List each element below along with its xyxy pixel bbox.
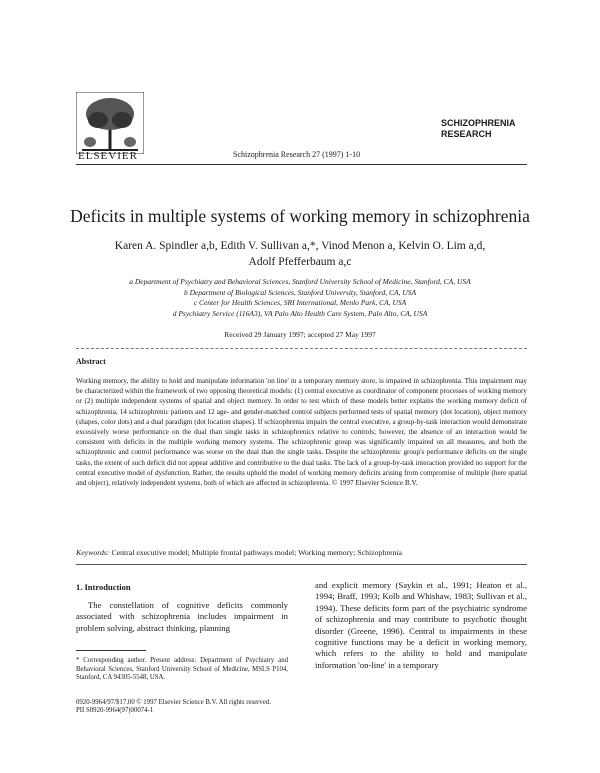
affiliation-a: a Department of Psychiatry and Behavioral Sciences, Stanford University School of Medicine, Stanford, CA, USA xyxy=(129,277,471,286)
received-dates: Received 29 January 1997; accepted 27 May 1997 xyxy=(224,330,376,339)
journal-brand xyxy=(441,118,516,140)
intro-paragraph: The constellation of cognitive deficits commonly associated with schizophrenia includes impairment in problem solving, abstract thinking, planning xyxy=(76,600,288,633)
keywords-divider xyxy=(76,564,527,565)
publisher-name: ELSEVIER xyxy=(78,150,138,162)
journal-brand-line1: SCHIZOPHRENIA xyxy=(441,118,516,128)
header-divider xyxy=(76,164,527,165)
author-list xyxy=(90,238,510,270)
keywords-value: Central executive model; Multiple frontal pathways model; Working memory; Schizophrenia xyxy=(111,548,402,557)
affiliation-c: c Center for Health Sciences, SRI International, Menlo Park, CA, USA xyxy=(193,298,407,307)
keywords-label: Keywords: xyxy=(76,548,110,557)
journal-brand-line2: RESEARCH xyxy=(441,129,492,139)
left-column xyxy=(76,582,288,716)
intro-continuation: and explicit memory (Saykin et al., 1991; Heaton et al., 1994; Braff, 1993; Kolb and Whishaw, 1983; Sullivan et al., 1994). These deficits form part of the psychiatric syndrome of schizophrenia and may contribute to psychotic thought disorder (Greene, 1996). Central to impairments in these cognitive functions may be a deficit in working memory, which refers to the ability to hold and manipulate information 'on-line' in a temporary xyxy=(315,580,527,670)
copyright-line1: 0920-9964/97/$17.00 © 1997 Elsevier Science B.V. All rights reserved. xyxy=(76,699,271,706)
keywords xyxy=(76,548,527,557)
affiliation-list xyxy=(100,277,500,319)
article-title: Deficits in multiple systems of working memory in schizophrenia xyxy=(70,206,530,226)
abstract-heading: Abstract xyxy=(76,357,106,366)
affiliation-b: b Department of Biological Sciences, Stanford University, Stanford, CA, USA xyxy=(183,287,417,297)
right-column xyxy=(315,580,527,671)
authors-line2: Adolf Pfefferbaum a,c xyxy=(248,256,352,268)
affiliation-d: d Psychiatry Service (116A3), VA Palo Alto Health Care System, Palo Alto, CA, USA xyxy=(172,308,428,318)
copyright-line2: PII S0920-9964(97)00074-1 xyxy=(76,707,154,715)
elsevier-tree-logo xyxy=(76,92,144,154)
authors-line1: Karen A. Spindler a,b, Edith V. Sullivan a,*, Vinod Menon a, Kelvin O. Lim a,d, xyxy=(114,240,486,252)
copyright-notice xyxy=(76,699,288,716)
abstract-divider xyxy=(76,348,527,349)
corresponding-author-footnote: * Corresponding author. Present address: Department of Psychiatry and Behavioral Sciences, Stanford University School of Medicine, MSLS P104, Stanford, CA 94305-5548, USA. xyxy=(76,657,288,682)
section-heading: 1. Introduction xyxy=(76,582,131,592)
footnote-divider xyxy=(76,650,146,651)
abstract-text: Working memory, the ability to hold and manipulate information 'on line' in a temporary memory store, is impaired in schizophrenia. This impairment may be characterized within the framework of two opposing theoretical models: (1) central executive as coordinator of component processes of working memory or (2) multiple independent systems of spatial and object memory. In order to test which of these models better explains the working memory deficit of schizophrenia, 14 schizophrenic patients and 12 age- and gender-matched control subjects performed tests of spatial memory (dot location), object memory (shapes, color dots) and a dual paradigm (dot location shapes). If schizophrenia impairs the central executive, a group-by-task interaction would demonstrate excessively worse performance on the dual than single tasks in schizophrenics relative to controls; however, the absence of an interaction would be consistent with deficits in the multiple working memory systems. The schizophrenic group was significantly impaired on all measures, and both the schizophrenic and control performance was worse on the dual than the single tasks. Despite the schizophrenic group's performance deficits on the single tasks, the extent of such deficit did not appear additive and contributive to the dual tasks. The lack of a group-by-task interaction provided no support for the central executive model of dysfunction. Rather, the results uphold the model of working memory deficits arising from compromise of multiple (here spatial and object), relatively independent systems, both of which are affected in schizophrenia. © 1997 Elsevier Science B.V. xyxy=(76,377,527,488)
journal-reference: Schizophrenia Research 27 (1997) 1-10 xyxy=(233,150,361,159)
